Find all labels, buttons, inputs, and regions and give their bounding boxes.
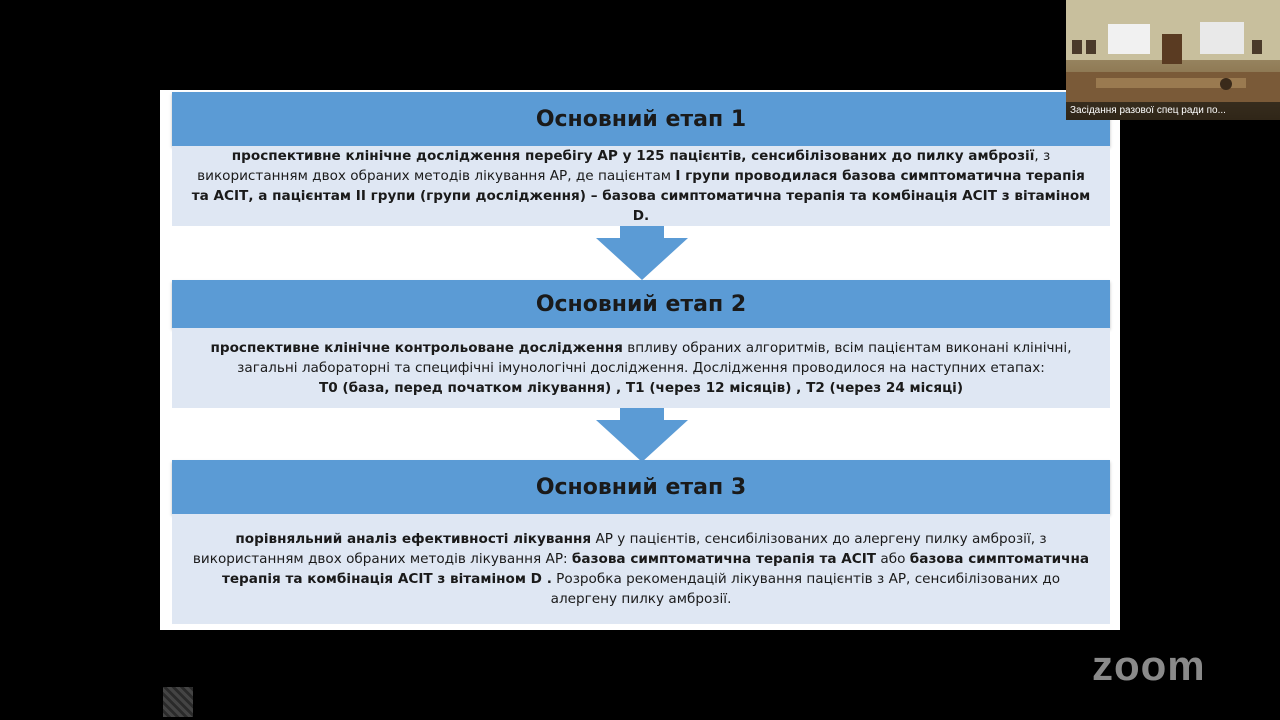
text-segment: базова симптоматична [909,551,1090,567]
text-segment: проспективне клінічне дослідження перебігу АР у 125 пацієнтів, сенсибілізованих до пилку амброзії [231,148,1035,164]
text-segment: базова симптоматична терапія та АСІТ [571,551,877,567]
text-segment: впливу обраних алгоритмів, всім пацієнтам виконані клінічні, [622,340,1072,356]
stage-text-line [237,358,1045,378]
text-segment: Розробка рекомендацій лікування пацієнтів з АР, сенсибілізованих до [551,571,1061,587]
down-arrow-1 [596,226,688,280]
stage-1-text [172,146,1110,226]
text-segment: І групи проводилася базова симптоматична терапія [675,168,1085,184]
zoom-logo: zoom [1092,642,1206,689]
stage-3-title: Основний етап 3 [172,460,1110,514]
stage-text-line [551,589,732,609]
text-segment: та АСІТ, а пацієнтам ІІ групи (групи дослідження) – базова симптоматична терапія та комбінація АСІТ з вітаміном D. [191,188,1091,224]
text-segment: використанням двох обраних методів лікування АР, де пацієнтам [197,168,676,184]
corner-thumbnail[interactable] [163,687,193,717]
stage-text-line [210,338,1071,358]
stage-text-line [222,569,1060,589]
text-segment: порівняльний аналіз ефективності лікування [235,531,592,547]
stage-text-line [235,529,1046,549]
text-segment: , з [1034,148,1051,164]
stage-text-line [232,146,1051,166]
text-segment: АР у пацієнтів, сенсибілізованих до алергену пилку амброзії, з [591,531,1047,547]
text-segment: терапія та комбінація АСІТ з вітаміном D . [221,571,552,587]
stage-2-title: Основний етап 2 [172,280,1110,328]
stage-text-line [319,378,963,398]
text-segment: проспективне клінічне контрольоване дослідження [210,340,623,356]
stage-1-title: Основний етап 1 [172,92,1110,146]
stage-2-text [172,328,1110,408]
participant-video-thumbnail[interactable] [1066,0,1280,120]
text-segment: алергену пилку амброзії. [550,591,732,607]
stage-text-line [197,166,1085,186]
down-arrow-2 [596,408,688,462]
participant-name-label: Засідання разової спец ради по... [1066,102,1280,120]
text-segment: загальні лабораторні та специфічні імунологічні дослідження. Дослідження проводилося на наступних етапах: [237,360,1045,376]
stage-text-line [182,186,1100,226]
text-segment: Т0 (база, перед початком лікування) , Т1 (через 12 місяців) , Т2 (через 24 місяці) [318,380,964,396]
text-segment: або [876,551,910,567]
stage-text-line [193,549,1089,569]
presentation-slide [160,90,1120,630]
stage-3-text [172,514,1110,624]
text-segment: використанням двох обраних методів лікування АР: [192,551,572,567]
